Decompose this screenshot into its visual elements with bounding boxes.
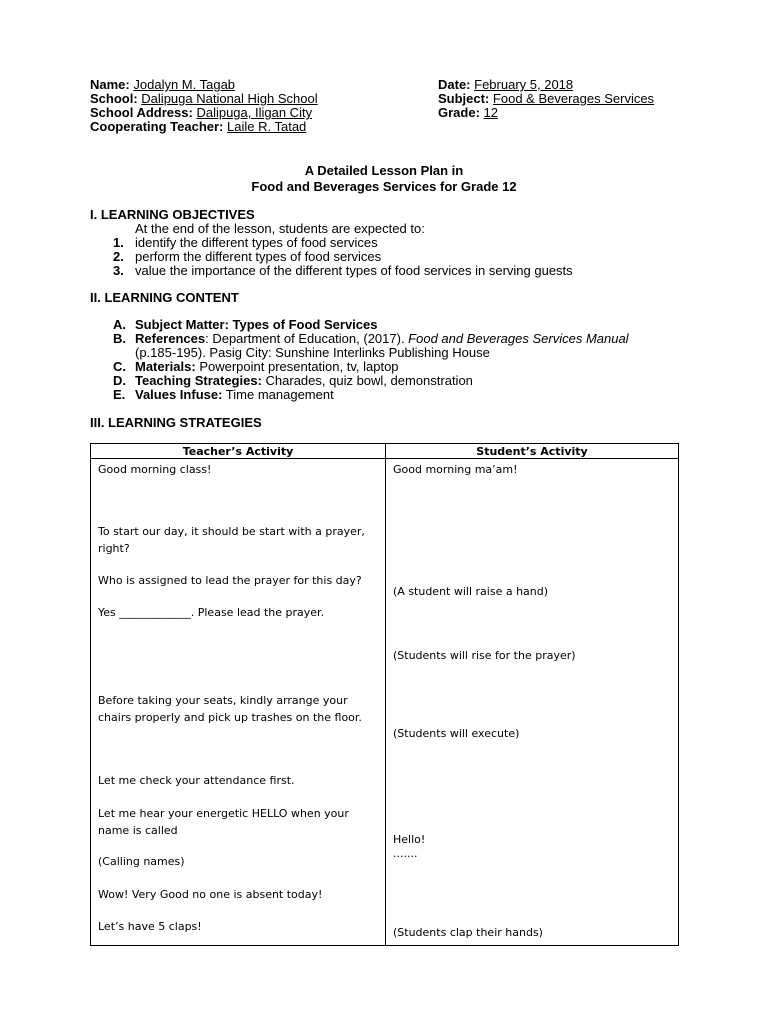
student-line: (Students will rise for the prayer) bbox=[393, 649, 576, 662]
student-line: Hello! bbox=[393, 833, 426, 846]
teacher-line: Let’s have 5 claps! bbox=[98, 920, 202, 933]
school-label: School: bbox=[90, 91, 138, 106]
teacher-line: Let me check your attendance first. bbox=[98, 774, 295, 787]
objectives-intro: At the end of the lesson, students are expected to: bbox=[135, 221, 425, 236]
student-column-header: Student’s Activity bbox=[386, 444, 679, 459]
coop-value: Laile R. Tatad bbox=[227, 119, 307, 134]
coop-label: Cooperating Teacher: bbox=[90, 119, 224, 134]
address-value: Dalipuga, Iligan City bbox=[196, 105, 313, 120]
values-label: Values Infuse: bbox=[135, 387, 223, 402]
teacher-line: Yes _____________. Please lead the prayer. bbox=[98, 606, 325, 619]
teacher-activity-cell bbox=[91, 459, 386, 946]
grade-row bbox=[438, 106, 654, 120]
content-item-b bbox=[113, 332, 629, 360]
item-letter: E. bbox=[113, 387, 126, 402]
school-value: Dalipuga National High School bbox=[141, 91, 318, 106]
item-letter: B. bbox=[113, 331, 126, 346]
teacher-line: Good morning class! bbox=[98, 463, 212, 476]
materials-label: Materials: bbox=[135, 359, 196, 374]
student-line: (Students clap their hands) bbox=[393, 926, 543, 939]
date-label: Date: bbox=[438, 77, 471, 92]
header-right bbox=[438, 78, 654, 120]
name-value: Jodalyn M. Tagab bbox=[133, 77, 236, 92]
activity-table bbox=[90, 443, 679, 946]
objective-item bbox=[113, 236, 573, 250]
content-item-e bbox=[113, 388, 629, 402]
teacher-line: chairs properly and pick up trashes on the floor. bbox=[98, 711, 362, 724]
objectives-list bbox=[113, 236, 573, 278]
grade-value: 12 bbox=[483, 105, 498, 120]
item-letter: C. bbox=[113, 359, 126, 374]
table-header-row bbox=[91, 444, 679, 459]
student-line: ....... bbox=[393, 847, 418, 860]
teacher-line: To start our day, it should be start with a prayer, bbox=[98, 525, 365, 538]
student-activity-cell bbox=[386, 459, 679, 946]
content-heading: II. LEARNING CONTENT bbox=[90, 290, 239, 305]
teacher-line: name is called bbox=[98, 824, 178, 837]
references-label: References bbox=[135, 331, 206, 346]
strategies-text: Charades, quiz bowl, demonstration bbox=[261, 373, 473, 388]
student-line: (A student will raise a hand) bbox=[393, 585, 549, 598]
references-text: : Department of Education, (2017). bbox=[205, 331, 409, 346]
subject-value: Food & Beverages Services bbox=[492, 91, 655, 106]
grade-label: Grade: bbox=[438, 105, 480, 120]
references-text-cont: (p.185-195). Pasig City: Sunshine Interlinks Publishing House bbox=[135, 345, 490, 360]
name-row bbox=[90, 78, 318, 92]
subject-row bbox=[438, 92, 654, 106]
content-list bbox=[113, 318, 629, 402]
doc-title-line1: A Detailed Lesson Plan in bbox=[304, 163, 464, 178]
objective-number: 2. bbox=[113, 249, 124, 264]
teacher-column-header: Teacher’s Activity bbox=[91, 444, 386, 459]
date-row bbox=[438, 78, 654, 92]
objective-text: perform the different types of food services bbox=[135, 249, 382, 264]
teacher-line: Before taking your seats, kindly arrange your bbox=[98, 694, 348, 707]
objective-number: 3. bbox=[113, 263, 124, 278]
date-value: February 5, 2018 bbox=[474, 77, 574, 92]
references-title: Food and Beverages Services Manual bbox=[408, 331, 629, 346]
item-letter: D. bbox=[113, 373, 126, 388]
strategies-heading: III. LEARNING STRATEGIES bbox=[90, 415, 262, 430]
teacher-line: Let me hear your energetic HELLO when your bbox=[98, 807, 349, 820]
teacher-line: right? bbox=[98, 542, 130, 555]
school-row bbox=[90, 92, 318, 106]
values-text: Time management bbox=[222, 387, 334, 402]
student-line: (Students will execute) bbox=[393, 727, 520, 740]
subject-label: Subject: bbox=[438, 91, 490, 106]
address-label: School Address: bbox=[90, 105, 193, 120]
content-item-c bbox=[113, 360, 629, 374]
teacher-line: Wow! Very Good no one is absent today! bbox=[98, 888, 323, 901]
objective-item bbox=[113, 264, 573, 278]
objective-text: value the importance of the different types of food services in serving guests bbox=[135, 263, 573, 278]
name-label: Name: bbox=[90, 77, 130, 92]
subject-matter: Subject Matter: Types of Food Services bbox=[135, 317, 378, 332]
strategies-label: Teaching Strategies: bbox=[135, 373, 262, 388]
content-item-d bbox=[113, 374, 629, 388]
item-letter: A. bbox=[113, 317, 126, 332]
address-row bbox=[90, 106, 318, 120]
coop-row bbox=[90, 120, 318, 134]
objective-item bbox=[113, 250, 573, 264]
student-line: Good morning ma’am! bbox=[393, 463, 518, 476]
header-left bbox=[90, 78, 318, 134]
content-item-a bbox=[113, 318, 629, 332]
objectives-heading: I. LEARNING OBJECTIVES bbox=[90, 207, 255, 222]
objective-number: 1. bbox=[113, 235, 124, 250]
objective-text: identify the different types of food services bbox=[135, 235, 378, 250]
table-row bbox=[91, 459, 679, 946]
materials-text: Powerpoint presentation, tv, laptop bbox=[195, 359, 399, 374]
teacher-line: (Calling names) bbox=[98, 855, 185, 868]
teacher-line: Who is assigned to lead the prayer for this day? bbox=[98, 574, 362, 587]
doc-title-line2: Food and Beverages Services for Grade 12 bbox=[251, 179, 517, 194]
